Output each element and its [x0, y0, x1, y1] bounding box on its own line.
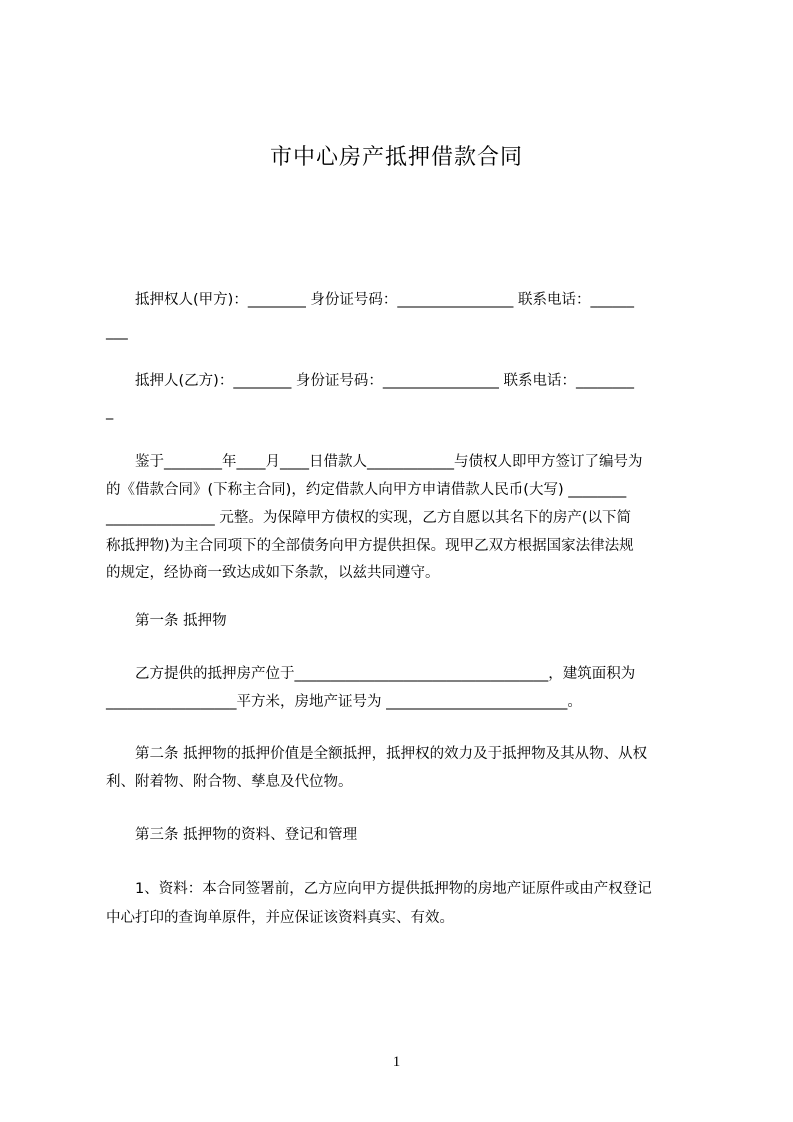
article-1-location-line: 乙方提供的抵押房产位于___________________________________，建筑面积为: [106, 666, 636, 682]
mortgagee-line-continuation: ___: [106, 324, 128, 340]
article-1-heading: 第一条 抵押物: [106, 613, 227, 629]
mortgagee-line: 抵押权人(甲方)：________ 身份证号码：________________ 联系电话：______: [106, 292, 635, 308]
article-3-clause-1-line-1: 1、资料：本合同签署前，乙方应向甲方提供抵押物的房地产证原件或由产权登记: [106, 881, 652, 897]
preamble-line-2: 的《借款合同》(下称主合同)，约定借款人向甲方申请借款人民币(大写) ________: [106, 482, 627, 498]
preamble-line-4: 称抵押物)为主合同项下的全部债务向甲方提供担保。现甲乙双方根据国家法律法规: [106, 538, 634, 554]
page-number: 1: [392, 1054, 401, 1070]
preamble-line-1: 鉴于________年____月____日借款人____________与债权人即甲方签订了编号为: [106, 454, 643, 470]
article-2-line-1: 第二条 抵押物的抵押价值是全额抵押，抵押权的效力及于抵押物及其从物、从权: [106, 746, 648, 762]
mortgagor-line: 抵押人(乙方)：________ 身份证号码：________________ 联系电话：________: [106, 373, 635, 389]
article-2-line-2: 利、附着物、附合物、孳息及代位物。: [106, 774, 353, 790]
preamble-line-5: 的规定，经协商一致达成如下条款，以兹共同遵守。: [106, 565, 440, 581]
document-title: 市中心房产抵押借款合同: [269, 145, 523, 170]
article-3-heading: 第三条 抵押物的资料、登记和管理: [106, 827, 358, 843]
article-3-clause-1-line-2: 中心打印的查询单原件，并应保证该资料真实、有效。: [106, 910, 454, 926]
article-1-area-line: __________________平方米，房地产证号为 _________________________。: [106, 694, 582, 710]
mortgagor-line-continuation: _: [106, 404, 114, 420]
preamble-line-3: _______________ 元整。为保障甲方债权的实现，乙方自愿以其名下的房产(以下简: [106, 510, 632, 526]
